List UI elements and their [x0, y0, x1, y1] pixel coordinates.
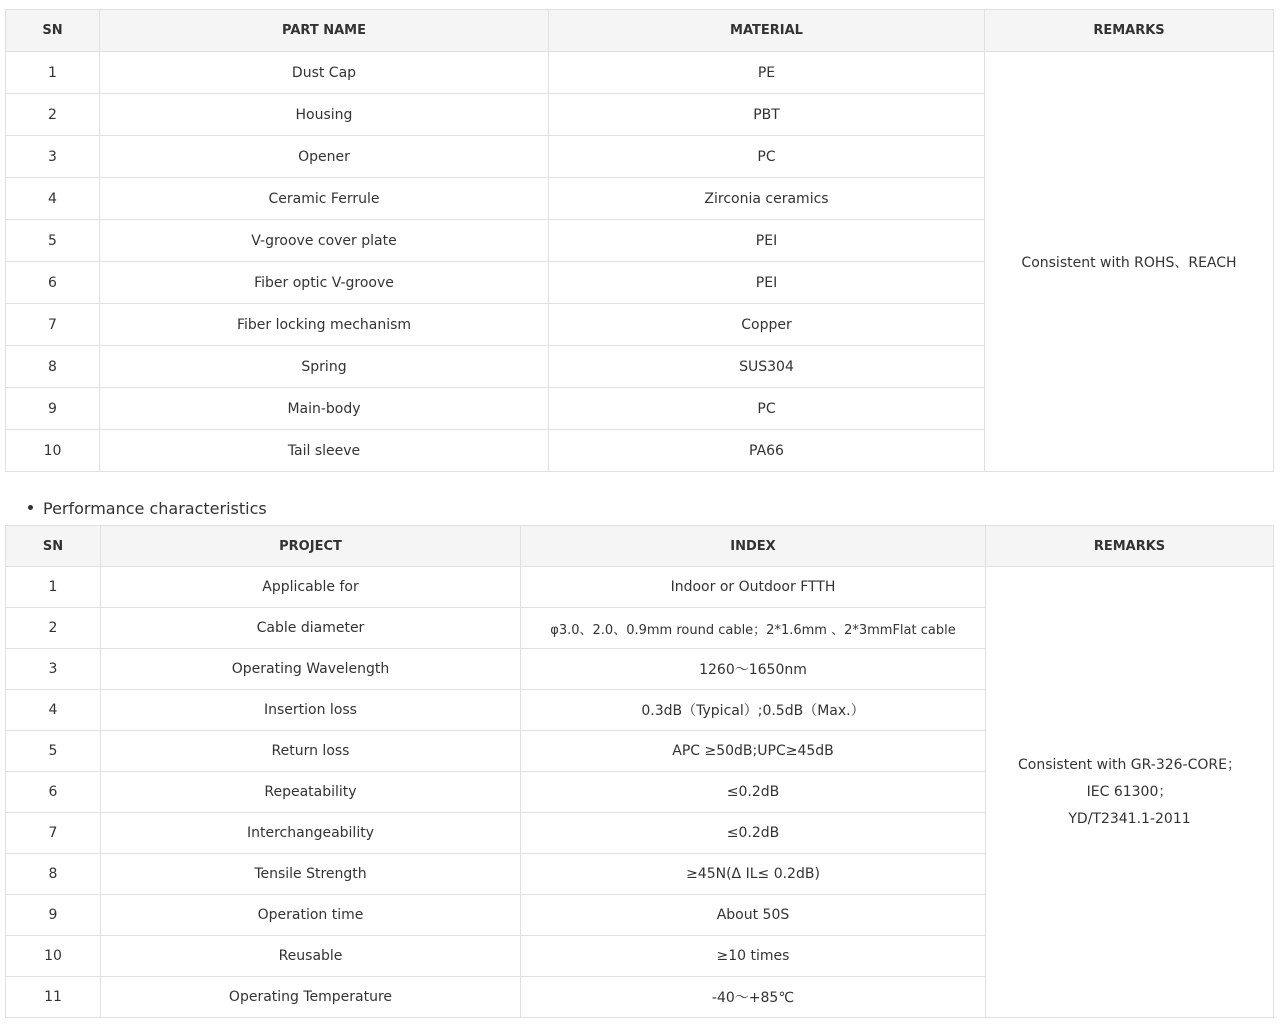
cell-index: 1260～1650nm: [521, 649, 986, 690]
cell-material: PA66: [549, 430, 985, 472]
cell-part-name: Main-body: [100, 388, 549, 430]
cell-sn: 9: [6, 895, 101, 936]
cell-part-name: Tail sleeve: [100, 430, 549, 472]
cell-sn: 10: [6, 936, 101, 977]
parts-table: [5, 9, 1274, 472]
cell-sn: 6: [6, 772, 101, 813]
cell-index: 0.3dB（Typical）;0.5dB（Max.）: [521, 690, 986, 731]
cell-material: PEI: [549, 262, 985, 304]
cell-project: Operating Temperature: [101, 977, 521, 1018]
cell-sn: 4: [6, 178, 100, 220]
section-heading: [28, 499, 267, 518]
cell-material: SUS304: [549, 346, 985, 388]
cell-index: ≥10 times: [521, 936, 986, 977]
cell-part-name: Ceramic Ferrule: [100, 178, 549, 220]
cell-index: ≤0.2dB: [521, 813, 986, 854]
header-part-name: PART NAME: [100, 10, 549, 52]
cell-sn: 8: [6, 854, 101, 895]
cell-project: Tensile Strength: [101, 854, 521, 895]
cell-material: PEI: [549, 220, 985, 262]
table-row: [6, 567, 1274, 608]
cell-part-name: Spring: [100, 346, 549, 388]
header-material: MATERIAL: [549, 10, 985, 52]
cell-sn: 9: [6, 388, 100, 430]
cell-index: ≤0.2dB: [521, 772, 986, 813]
cell-sn: 11: [6, 977, 101, 1018]
cell-project: Repeatability: [101, 772, 521, 813]
table-header-row: [6, 526, 1274, 567]
cell-project: Applicable for: [101, 567, 521, 608]
remarks-line: Consistent with GR-326-CORE；: [1018, 757, 1241, 773]
cell-index: -40～+85℃: [521, 977, 986, 1018]
header-index: INDEX: [521, 526, 986, 567]
cell-project: Insertion loss: [101, 690, 521, 731]
header-sn: SN: [6, 10, 100, 52]
cell-sn: 3: [6, 136, 100, 178]
cell-part-name: Housing: [100, 94, 549, 136]
cell-material: Copper: [549, 304, 985, 346]
cell-project: Return loss: [101, 731, 521, 772]
section-heading-text: Performance characteristics: [43, 499, 267, 518]
cell-sn: 5: [6, 731, 101, 772]
cell-sn: 6: [6, 262, 100, 304]
performance-table: [5, 525, 1274, 1018]
cell-material: Zirconia ceramics: [549, 178, 985, 220]
cell-sn: 4: [6, 690, 101, 731]
cell-material: PBT: [549, 94, 985, 136]
cell-index: Indoor or Outdoor FTTH: [521, 567, 986, 608]
cell-part-name: Opener: [100, 136, 549, 178]
cell-index: APC ≥50dB;UPC≥45dB: [521, 731, 986, 772]
cell-sn: 10: [6, 430, 100, 472]
cell-material: PE: [549, 52, 985, 94]
header-sn: SN: [6, 526, 101, 567]
header-remarks: REMARKS: [985, 10, 1274, 52]
table-header-row: [6, 10, 1274, 52]
cell-project: Cable diameter: [101, 608, 521, 649]
cell-sn: 1: [6, 567, 101, 608]
cell-part-name: Fiber locking mechanism: [100, 304, 549, 346]
header-remarks: REMARKS: [986, 526, 1274, 567]
bullet-icon: [28, 505, 33, 510]
cell-project: Operation time: [101, 895, 521, 936]
remarks-line: IEC 61300；: [1086, 784, 1173, 800]
cell-index: About 50S: [521, 895, 986, 936]
table-row: [6, 52, 1274, 94]
remarks-line: YD/T2341.1-2011: [1068, 811, 1191, 827]
cell-material: PC: [549, 136, 985, 178]
cell-remarks: [986, 567, 1274, 1018]
cell-project: Interchangeability: [101, 813, 521, 854]
cell-sn: 3: [6, 649, 101, 690]
cell-sn: 1: [6, 52, 100, 94]
cell-material: PC: [549, 388, 985, 430]
cell-index: ≥45N(Δ IL≤ 0.2dB): [521, 854, 986, 895]
cell-project: Operating Wavelength: [101, 649, 521, 690]
cell-project: Reusable: [101, 936, 521, 977]
cell-sn: 8: [6, 346, 100, 388]
header-project: PROJECT: [101, 526, 521, 567]
cell-part-name: Dust Cap: [100, 52, 549, 94]
cell-sn: 2: [6, 94, 100, 136]
cell-sn: 5: [6, 220, 100, 262]
cell-sn: 7: [6, 813, 101, 854]
cell-sn: 2: [6, 608, 101, 649]
cell-index: φ3.0、2.0、0.9mm round cable；2*1.6mm 、2*3mmFlat cable: [521, 608, 986, 649]
cell-part-name: V-groove cover plate: [100, 220, 549, 262]
cell-part-name: Fiber optic V-groove: [100, 262, 549, 304]
cell-sn: 7: [6, 304, 100, 346]
cell-remarks: Consistent with ROHS、REACH: [985, 52, 1274, 472]
